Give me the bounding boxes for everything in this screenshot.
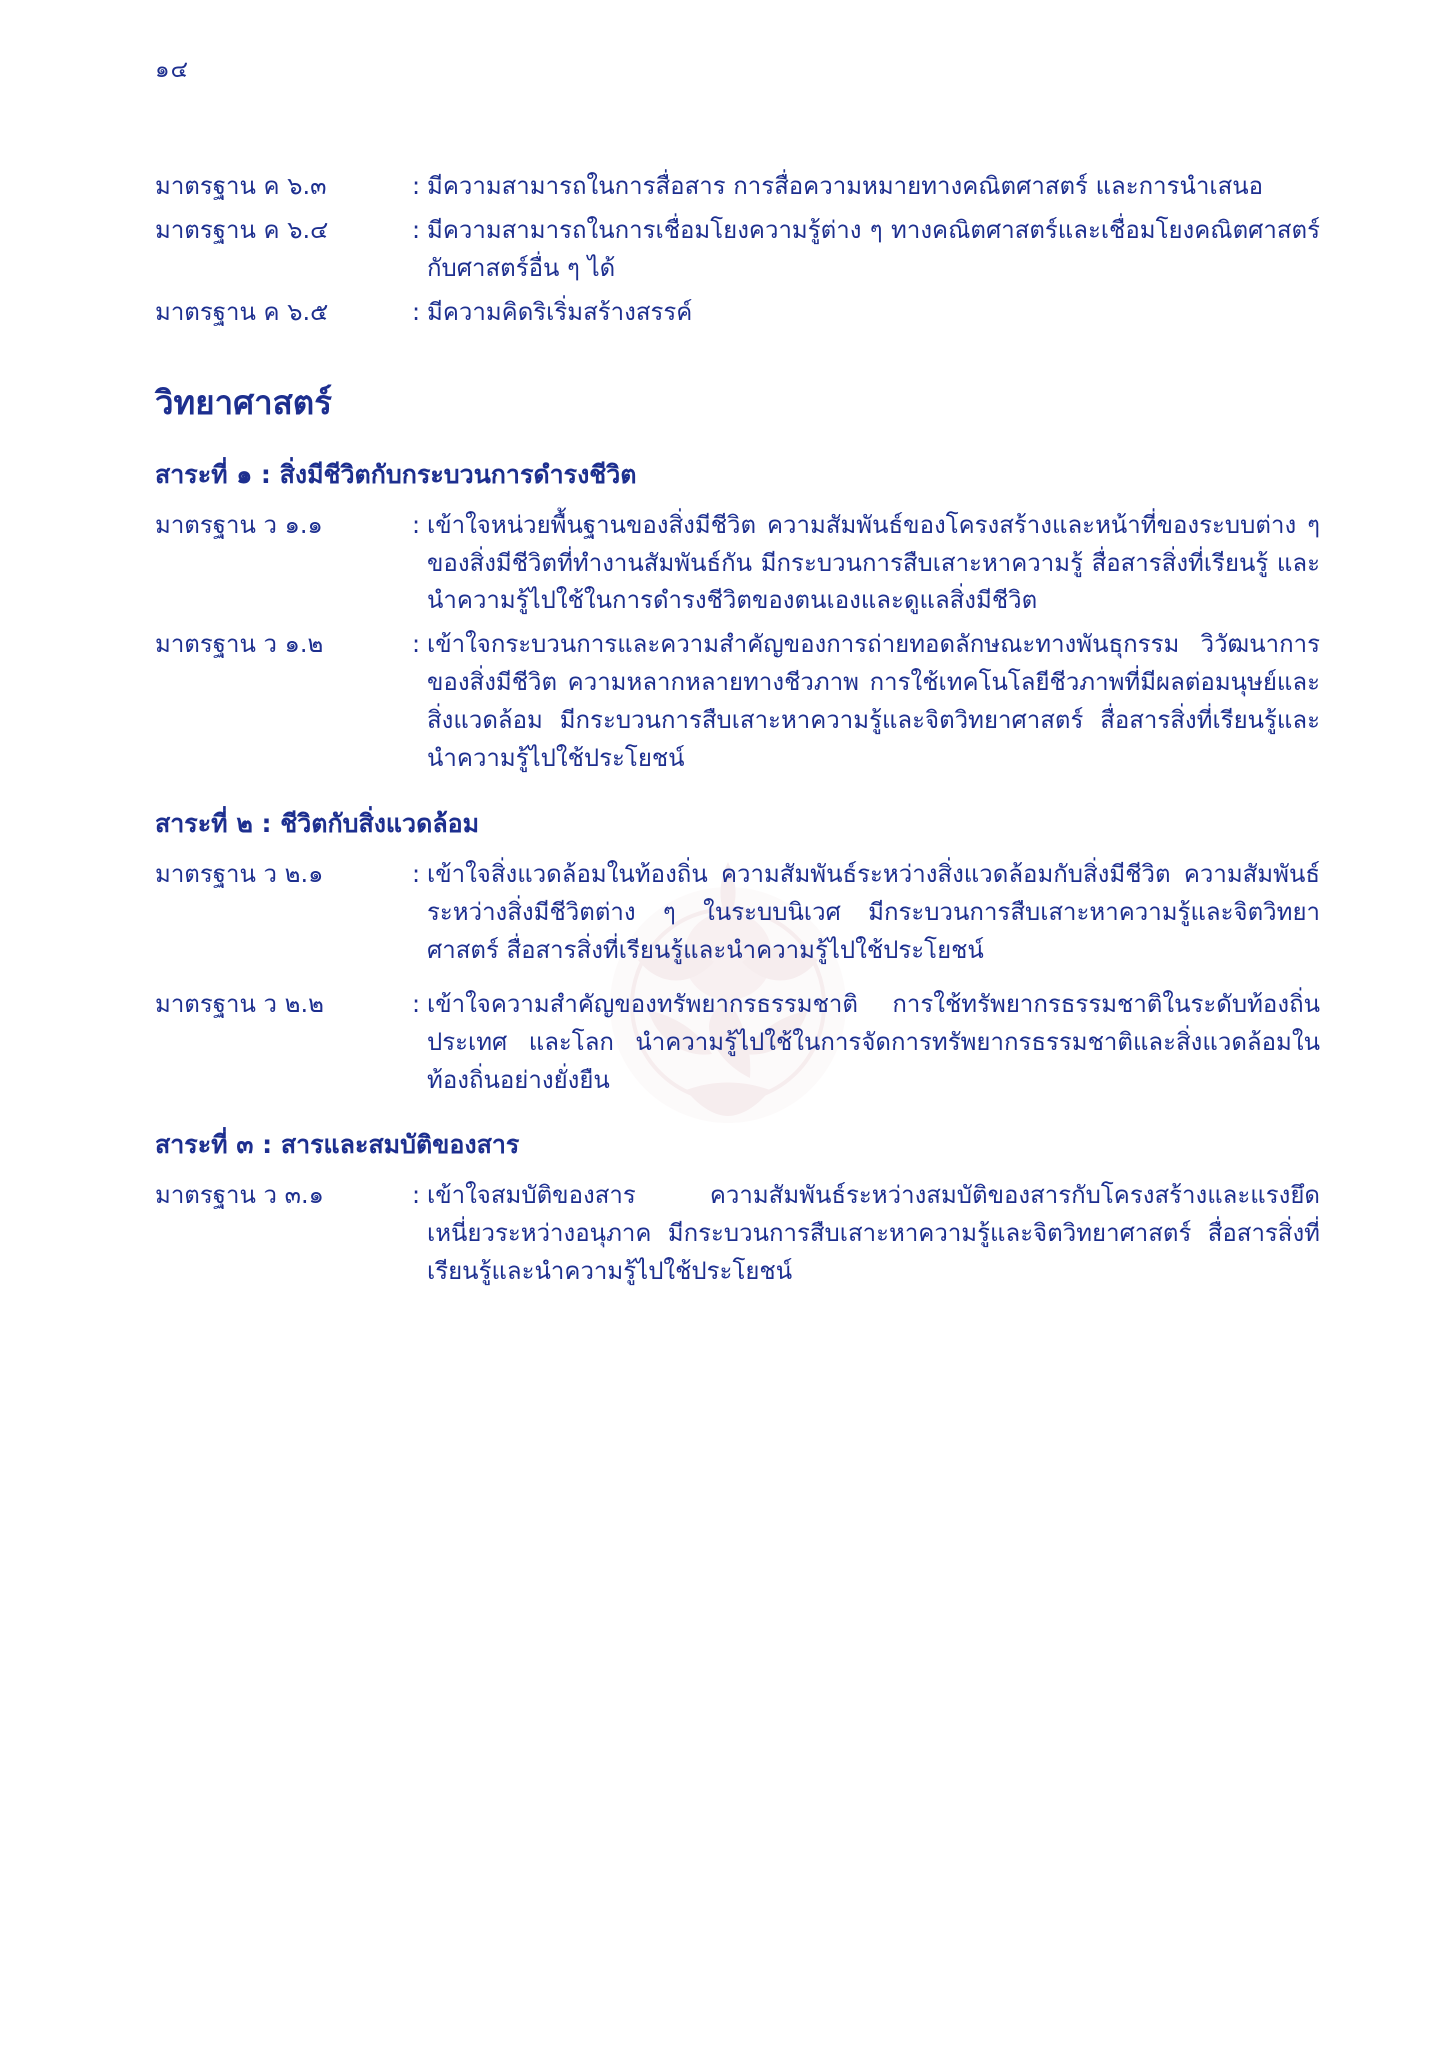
standard-text: มีความสามารถในการเชื่อมโยงความรู้ต่าง ๆ ทางคณิตศาสตร์และเชื่อมโยงคณิตศาสตร์กับศาสตร์อื่น ๆ ได้ bbox=[427, 215, 1320, 282]
spacer bbox=[155, 976, 1320, 986]
math-standards-list bbox=[155, 168, 1320, 332]
standard-colon: : bbox=[411, 630, 421, 659]
standard-text: เข้าใจสิ่งแวดล้อมในท้องถิ่น ความสัมพันธ์ระหว่างสิ่งแวดล้อมกับสิ่งมีชีวิต ความสัมพันธ์ระหว่างสิ่งมีชีวิตต่าง ๆ ในระบบนิเวศ มีกระบวนการสืบเสาะหาความรู้และจิตวิทยาศาสตร์ สื่อสารสิ่งที่เรียนรู้และนำความรู้ไปใช้ประโยชน์ bbox=[427, 859, 1320, 964]
standard-row bbox=[155, 168, 1320, 206]
page-number: ๑๔ bbox=[155, 57, 190, 83]
standard-colon: : bbox=[411, 172, 421, 200]
standard-row bbox=[155, 856, 1320, 970]
standard-label: มาตรฐาน ว ๓.๑ bbox=[155, 1181, 324, 1210]
standard-row bbox=[155, 626, 1320, 778]
standard-text: เข้าใจความสำคัญของทรัพยากรธรรมชาติ การใช้ทรัพยากรธรรมชาติในระดับท้องถิ่น ประเทศ และโลก นำความรู้ไปใช้ในการจัดการทรัพยากรธรรมชาติและสิ่งแวดล้อมในท้องถิ่นอย่างยั่งยืน bbox=[427, 989, 1320, 1094]
standard-colon: : bbox=[411, 297, 421, 326]
standard-text: เข้าใจสมบัติของสาร ความสัมพันธ์ระหว่างสมบัติของสารกับโครงสร้างและแรงยึดเหนี่ยวระหว่างอนุภาค มีกระบวนการสืบเสาะหาความรู้และจิตวิทยาศาสตร์ สื่อสารสิ่งที่เรียนรู้และนำความรู้ไปใช้ประโยชน์ bbox=[427, 1181, 1320, 1286]
subject-heading-science: วิทยาศาสตร์ bbox=[155, 382, 332, 422]
strand-heading-2: สาระที่ ๒ : ชีวิตกับสิ่งแวดล้อม bbox=[155, 808, 480, 838]
standard-label: มาตรฐาน ว ๒.๑ bbox=[155, 859, 324, 888]
standard-colon: : bbox=[411, 1181, 421, 1210]
standard-row bbox=[155, 212, 1320, 288]
standard-colon: : bbox=[411, 989, 421, 1018]
document-content bbox=[155, 168, 1320, 1297]
standard-label: มาตรฐาน ว ๑.๑ bbox=[155, 510, 323, 539]
standard-row bbox=[155, 507, 1320, 621]
standard-colon: : bbox=[411, 215, 421, 244]
standard-text: มีความคิดริเริ่มสร้างสรรค์ bbox=[427, 297, 693, 326]
standard-colon: : bbox=[411, 510, 421, 539]
standard-row bbox=[155, 294, 1320, 332]
strand-heading-3: สาระที่ ๓ : สารและสมบัติของสาร bbox=[155, 1130, 520, 1160]
standard-label: มาตรฐาน ว ๑.๒ bbox=[155, 630, 324, 659]
standard-text: มีความสามารถในการสื่อสาร การสื่อความหมายทางคณิตศาสตร์ และการนำเสนอ bbox=[427, 172, 1264, 200]
standard-label: มาตรฐาน ว ๒.๒ bbox=[155, 989, 324, 1018]
standard-colon: : bbox=[411, 859, 421, 888]
standard-row bbox=[155, 1177, 1320, 1291]
standard-row bbox=[155, 986, 1320, 1100]
strand-heading-1: สาระที่ ๑ : สิ่งมีชีวิตกับกระบวนการดำรงชีวิต bbox=[155, 459, 637, 489]
standard-text: เข้าใจหน่วยพื้นฐานของสิ่งมีชีวิต ความสัมพันธ์ของโครงสร้างและหน้าที่ของระบบต่าง ๆ ของสิ่งมีชีวิตที่ทำงานสัมพันธ์กัน มีกระบวนการสืบเสาะหาความรู้ สื่อสารสิ่งที่เรียนรู้ และนำความรู้ไปใช้ในการดำรงชีวิตของตนเองและดูแลสิ่งมีชีวิต bbox=[427, 510, 1320, 615]
standard-label: มาตรฐาน ค ๖.๕ bbox=[155, 297, 329, 326]
standard-text: เข้าใจกระบวนการและความสำคัญของการถ่ายทอดลักษณะทางพันธุกรรม วิวัฒนาการของสิ่งมีชีวิต ความหลากหลายทางชีวภาพ การใช้เทคโนโลยีชีวภาพที่มีผลต่อมนุษย์และสิ่งแวดล้อม มีกระบวนการสืบเสาะหาความรู้และจิตวิทยาศาสตร์ สื่อสารสิ่งที่เรียนรู้และนำความรู้ไปใช้ประโยชน์ bbox=[427, 630, 1320, 773]
standard-label: มาตรฐาน ค ๖.๓ bbox=[155, 172, 327, 200]
standard-label: มาตรฐาน ค ๖.๔ bbox=[155, 215, 329, 244]
